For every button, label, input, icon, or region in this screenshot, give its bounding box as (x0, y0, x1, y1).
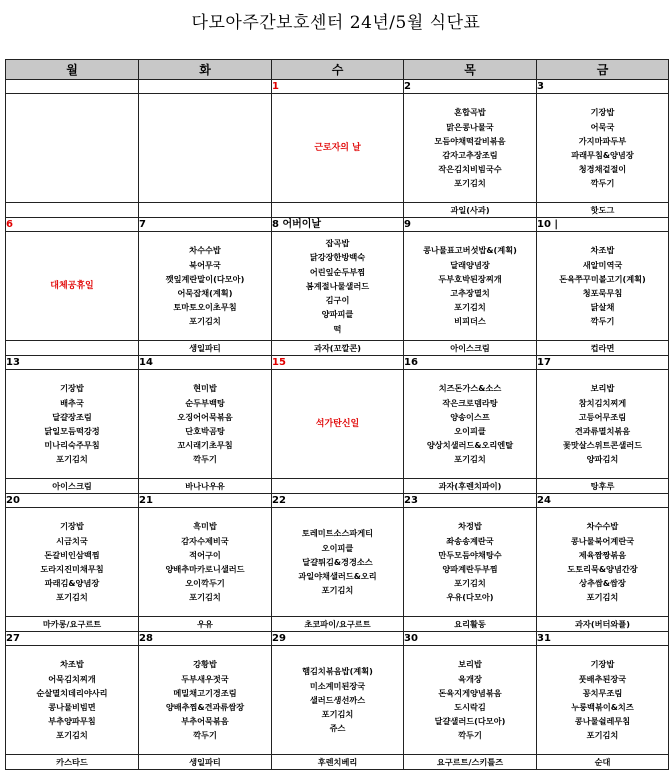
date-label: 1 (272, 80, 404, 94)
snack-label: 생일파티 (139, 341, 272, 356)
menu-cell (6, 646, 139, 755)
menu-item: 만두모듬야채탕수 (438, 549, 502, 560)
date-label (6, 80, 139, 94)
menu-item: 꽁치무조림 (582, 687, 623, 698)
menu-cell (537, 508, 669, 617)
date-row (6, 494, 669, 508)
weekday-wed: 수 (272, 60, 404, 80)
menu-item: 포기김치 (56, 592, 88, 603)
holiday-label: 석가탄신일 (315, 418, 360, 429)
snack-label: 요구르트/스키틀즈 (404, 755, 537, 770)
menu-item: 모듬야채떡갈비볶음 (434, 135, 506, 146)
menu-item: 봄계절나물샐러드 (305, 280, 370, 291)
menu-item: 메밀채고기경조림 (173, 687, 237, 698)
weekday-header-row (6, 60, 669, 80)
date-label: 23 (404, 494, 537, 508)
menu-cell (537, 646, 669, 755)
menu-item: 순두부백탕 (185, 397, 225, 408)
menu-item: 현미밥 (193, 383, 217, 394)
weekday-tue: 화 (139, 60, 272, 80)
holiday-label: 대체공휴일 (50, 280, 94, 291)
menu-item: 돈갈비인삼백찜 (44, 549, 100, 560)
snack-label: 핫도그 (537, 203, 669, 218)
menu-item: 오징어어묵볶음 (177, 411, 233, 422)
menu-item: 파래김&양념장 (44, 578, 100, 589)
menu-item: 배추국 (60, 397, 84, 408)
menu-item: 감자고추장조림 (442, 150, 498, 160)
date-label: 9 (404, 218, 537, 232)
date-label: 13 (6, 356, 139, 370)
date-label: 28 (139, 632, 272, 646)
menu-item: 보리밥 (458, 659, 482, 670)
menu-item: 깻잎계란말이(다모아) (165, 273, 245, 284)
menu-item: 순살멸치데리야사리 (36, 687, 108, 698)
menu-cell (139, 646, 272, 755)
menu-item: 달래양념장 (450, 259, 490, 270)
menu-item: 포기김치 (189, 592, 221, 603)
menu-item: 고등어무조림 (578, 411, 627, 422)
menu-cell (272, 232, 404, 341)
menu-cell (272, 94, 404, 203)
date-label: 16 (404, 356, 537, 370)
menu-item: 어묵국 (590, 121, 615, 132)
snack-label: 후렌치베리 (272, 755, 404, 770)
menu-item: 포기김치 (56, 730, 88, 741)
menu-item: 콩나물쉴레무침 (574, 716, 631, 727)
menu-item: 달걀샐러드(다모아) (434, 716, 506, 727)
menu-item: 토레미트소스파게티 (301, 528, 374, 539)
menu-item: 닭강장한방백숙 (309, 252, 366, 263)
menu-item: 견과류멸치볶음 (574, 426, 631, 436)
menu-item: 새알미역국 (582, 259, 623, 270)
menu-item: 적어구이 (189, 549, 221, 560)
menu-item: 포기김치 (189, 316, 221, 327)
snack-label: 순대 (537, 755, 669, 770)
menu-item: 좌송송계란국 (446, 535, 494, 546)
menu-item: 포기김치 (454, 178, 486, 189)
menu-row (6, 370, 669, 479)
menu-item: 콩나물북어계란국 (570, 535, 635, 546)
snack-label (139, 203, 272, 218)
date-label: 29 (272, 632, 404, 646)
date-label: 21 (139, 494, 272, 508)
snack-label: 아이스크림 (6, 479, 139, 494)
date-row (6, 80, 669, 94)
snack-label (272, 479, 404, 494)
menu-cell (272, 646, 404, 755)
menu-item: 콩나물표고버섯밥&(계획) (423, 245, 517, 256)
menu-item: 치즈돈가스&소스 (438, 383, 502, 394)
menu-item: 달걀장조림 (52, 411, 92, 422)
menu-item: 청포묵무침 (582, 288, 623, 298)
date-label: 8 어버이날 (272, 218, 404, 232)
snack-label: 과자(후렌치파이) (404, 479, 537, 494)
menu-item: 단호박곰탕 (185, 426, 225, 436)
menu-cell (272, 370, 404, 479)
snack-label: 생일파티 (139, 755, 272, 770)
snack-label (6, 341, 139, 356)
menu-cell (6, 370, 139, 479)
menu-item: 햄김치볶음밥(계획) (302, 666, 373, 677)
menu-item: 양파피클 (321, 309, 354, 320)
menu-item: 오이깍두기 (185, 578, 225, 589)
menu-item: 작은김치비빔국수 (438, 164, 502, 175)
snack-label: 요리활동 (404, 617, 537, 632)
menu-item: 차수수밥 (189, 245, 221, 256)
date-label: 7 (139, 218, 272, 232)
menu-item: 기장밥 (590, 659, 615, 670)
menu-item: 풋배추된장국 (578, 673, 627, 684)
menu-item: 도시락김 (454, 702, 486, 712)
menu-item: 고추장멸치 (450, 288, 490, 298)
menu-item: 쥬스 (329, 723, 346, 734)
menu-item: 제육짬짱볶음 (578, 549, 627, 560)
menu-item: 육개장 (458, 673, 482, 684)
weekday-fri: 금 (537, 60, 669, 80)
menu-item: 포기김치 (586, 592, 619, 603)
menu-item: 김구이 (325, 295, 350, 306)
date-label: 31 (537, 632, 669, 646)
menu-cell (6, 508, 139, 617)
menu-item: 콩나물비빔면 (48, 702, 96, 712)
menu-item: 샐러드생선까스 (309, 694, 366, 705)
date-label: 20 (6, 494, 139, 508)
menu-cell (404, 370, 537, 479)
menu-cell (404, 232, 537, 341)
menu-item: 양파김치 (586, 454, 619, 465)
menu-cell (139, 370, 272, 479)
menu-item: 도토리묵&양념간장 (567, 564, 638, 574)
menu-row (6, 232, 669, 341)
menu-item: 깍두기 (458, 730, 482, 741)
menu-item: 깍두기 (193, 730, 217, 741)
menu-item: 청경채겉절이 (578, 164, 627, 175)
menu-item: 돈육쭈꾸미볼고기(계획) (559, 273, 646, 284)
snack-row (6, 479, 669, 494)
menu-item: 차조밥 (590, 245, 615, 256)
snack-label: 마카롱/요구르트 (6, 617, 139, 632)
menu-item: 잡곡밥 (325, 238, 350, 249)
snack-label: 컵라면 (537, 341, 669, 356)
menu-cell (6, 232, 139, 341)
menu-row (6, 646, 669, 755)
menu-item: 달걀튀김&경경소스 (302, 556, 373, 567)
menu-item: 감자수제비국 (181, 535, 229, 546)
menu-item: 차수수밥 (586, 521, 619, 532)
menu-item: 양배추마카로니샐러드 (165, 564, 245, 574)
menu-cell (537, 232, 669, 341)
menu-item: 파래무침&양념장 (571, 150, 634, 160)
menu-item: 기장밥 (60, 383, 84, 394)
menu-row (6, 94, 669, 203)
menu-item: 오이피클 (454, 426, 486, 436)
menu-item: 부추어묵볶음 (181, 716, 229, 727)
menu-item: 어묵잡채(계획) (177, 288, 233, 298)
menu-item: 참치김치찌게 (578, 397, 627, 408)
date-label: 27 (6, 632, 139, 646)
menu-row (6, 508, 669, 617)
date-label (139, 80, 272, 94)
menu-item: 떡 (333, 323, 342, 334)
date-label: 15 (272, 356, 404, 370)
menu-item: 상추쌈&쌈장 (579, 578, 626, 589)
menu-item: 양상치샐러드&오리엔탈 (426, 440, 514, 451)
date-row (6, 632, 669, 646)
menu-item: 혼합곡밥 (454, 107, 486, 118)
holiday-label: 근로자의 날 (314, 142, 361, 153)
menu-item: 차조밥 (60, 659, 84, 670)
menu-item: 두부새우젓국 (181, 673, 229, 684)
menu-cell (6, 94, 139, 203)
menu-item: 깍두기 (590, 178, 615, 189)
snack-row (6, 617, 669, 632)
snack-label: 과일(사과) (404, 203, 537, 218)
date-label: 2 (404, 80, 537, 94)
menu-item: 포기김치 (454, 302, 486, 313)
menu-item: 시금치국 (56, 535, 88, 546)
menu-cell (139, 508, 272, 617)
menu-item: 우유(다모아) (446, 592, 494, 603)
menu-item: 차정밥 (458, 521, 482, 532)
menu-item: 맑은콩나물국 (446, 121, 494, 132)
menu-calendar (5, 59, 669, 770)
menu-cell (404, 508, 537, 617)
date-label: 14 (139, 356, 272, 370)
menu-item: 닭일모듬떡강정 (44, 426, 100, 436)
menu-item: 포기김치 (454, 578, 486, 589)
date-label: 30 (404, 632, 537, 646)
snack-row (6, 341, 669, 356)
menu-item: 기장밥 (60, 521, 84, 532)
date-label: 22 (272, 494, 404, 508)
date-label: 3 (537, 80, 669, 94)
menu-item: 비피더스 (454, 316, 486, 327)
snack-label (6, 203, 139, 218)
menu-cell (139, 232, 272, 341)
date-label: 10 | (537, 218, 669, 232)
menu-item: 미나리숙주무침 (44, 440, 100, 451)
menu-item: 포기김치 (321, 709, 354, 720)
menu-item: 포기김치 (454, 454, 486, 465)
menu-cell (139, 94, 272, 203)
menu-item: 어묵김치찌개 (48, 673, 96, 684)
snack-label: 바나나우유 (139, 479, 272, 494)
menu-item: 포기김치 (586, 730, 619, 741)
menu-item: 강황밥 (193, 659, 217, 670)
menu-item: 토마토오이초무침 (173, 302, 237, 313)
menu-weeks (6, 80, 669, 770)
date-row (6, 218, 669, 232)
menu-item: 돈육지게양념볶음 (438, 687, 502, 698)
menu-cell (404, 646, 537, 755)
date-label: 24 (537, 494, 669, 508)
snack-label: 과자(버터와플) (537, 617, 669, 632)
menu-item: 부추양파무침 (48, 716, 96, 727)
menu-item: 도라지진미채무침 (40, 564, 104, 574)
date-row (6, 356, 669, 370)
menu-item: 가지마파두부 (578, 135, 627, 146)
menu-cell (272, 508, 404, 617)
menu-item: 누룽백볶이&치즈 (571, 702, 634, 712)
snack-label: 카스타드 (6, 755, 139, 770)
menu-item: 닭살채 (590, 302, 615, 313)
date-label: 17 (537, 356, 669, 370)
snack-row (6, 755, 669, 770)
menu-cell (537, 370, 669, 479)
menu-item: 보리밥 (590, 383, 615, 394)
menu-item: 포기김치 (56, 454, 88, 465)
menu-cell (404, 94, 537, 203)
menu-item: 흑미밥 (193, 521, 217, 532)
snack-label: 과자(꼬깔콘) (272, 341, 404, 356)
menu-item: 오이피클 (321, 542, 354, 553)
weekday-thu: 목 (404, 60, 537, 80)
menu-item: 양배추찜&견과류쌈장 (165, 702, 245, 712)
menu-item: 깍두기 (193, 454, 217, 465)
menu-item: 꽃맛살스위트콘샐러드 (562, 440, 643, 451)
weekday-mon: 월 (6, 60, 139, 80)
menu-item: 두부호박된장찌개 (438, 273, 502, 284)
menu-item: 과일야채샐러드&오리 (298, 571, 377, 582)
menu-item: 어린잎순두부찜 (309, 266, 366, 277)
date-label: 6 (6, 218, 139, 232)
snack-label: 우유 (139, 617, 272, 632)
menu-cell (537, 94, 669, 203)
menu-item: 양송이스프 (450, 411, 490, 422)
snack-label: 아이스크림 (404, 341, 537, 356)
menu-item: 양파계란두부찜 (442, 564, 498, 574)
menu-item: 꼬시래기초무침 (177, 440, 233, 451)
menu-item: 깍두기 (590, 316, 615, 327)
page-title: 다모아주간보호센터 24년/5월 식단표 (191, 13, 481, 33)
menu-item: 북어무국 (189, 259, 221, 270)
menu-item: 포기김치 (321, 585, 354, 596)
snack-label: 초코파이/요구르트 (272, 617, 404, 632)
menu-item: 작은크로뎀라탕 (442, 397, 498, 408)
snack-label: 탕후루 (537, 479, 669, 494)
menu-item: 미소계미된장국 (309, 680, 366, 691)
snack-row (6, 203, 669, 218)
menu-item: 기장밥 (590, 107, 615, 118)
snack-label (272, 203, 404, 218)
